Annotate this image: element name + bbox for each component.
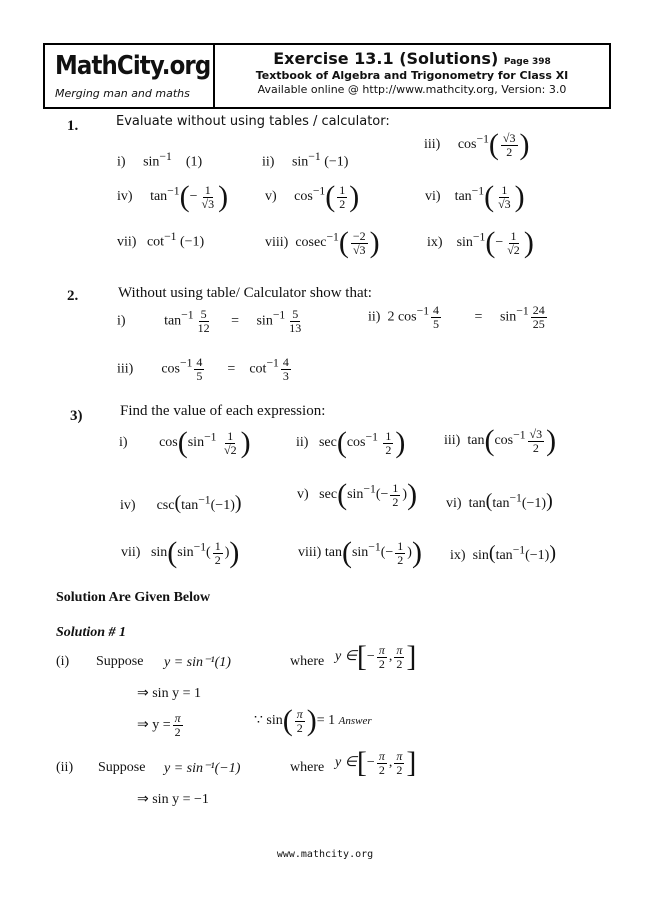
part-ii-label: (ii) bbox=[56, 760, 74, 775]
part-ii-domain: y ∈[− $\frac{\pi}{2}$ , $\frac{\pi}{2}$ ] bbox=[335, 746, 417, 779]
q3-item-v: v) $\sec(\sin^{-1}(-$ $\frac{1}{2}$ )) bbox=[297, 478, 418, 511]
q3-item-ix: ix) $\sin(\tan^{-1}(-1))$ bbox=[450, 542, 556, 564]
page-reference: Page 398 bbox=[503, 57, 551, 67]
q2-item-i: i) $\tan^{-1}$ $\frac{5}{12}$ = $\sin^{-1}$ $\frac{5}{13}$ bbox=[117, 307, 302, 335]
q1-item-iv: iv) $\tan^{-1}(-$ $\frac{1}{√3}$ ) bbox=[117, 180, 229, 213]
q1-item-i: i) $\sin^{-1}$ (1) bbox=[117, 150, 203, 170]
question-1-text: Evaluate without using tables / calculator: bbox=[116, 114, 390, 129]
q1-item-vii: vii) $\cot^{-1} (-1)$ bbox=[117, 230, 205, 250]
part-ii-equation: y = sin⁻¹(−1) bbox=[164, 761, 241, 776]
page-title: Exercise 13.1 (Solutions) Page 398 bbox=[273, 49, 551, 68]
part-ii-suppose: Suppose bbox=[98, 760, 146, 775]
logo-block bbox=[45, 45, 215, 107]
q1-item-iii: iii) $\cos^{-1}$( $\frac{√3}{2}$ ) bbox=[424, 128, 530, 161]
site-logo[interactable]: MathCity.org bbox=[55, 51, 211, 81]
question-3-text: Find the value of each expression: bbox=[120, 403, 326, 419]
part-i-step-2: ⇒ y = $\frac{\pi}{2}$ bbox=[137, 711, 181, 739]
availability-text: Available online @ http://www.mathcity.org, Version: 3.0 bbox=[257, 83, 567, 96]
q3-item-iv: iv) $\csc(\tan^{-1}(-1))$ bbox=[120, 492, 242, 514]
question-1-number: 1. bbox=[67, 118, 79, 134]
q1-item-viii: viii) cosec$^{-1}$( $\frac{-2}{√3}$ ) bbox=[265, 226, 380, 259]
question-3-number: 3) bbox=[70, 408, 83, 424]
part-i-where: where bbox=[290, 654, 325, 669]
question-2-text: Without using table/ Calculator show that: bbox=[118, 285, 372, 301]
q1-item-vi: vi) $\tan^{-1}$( $\frac{1}{√3}$ ) bbox=[425, 180, 525, 213]
subtitle: Textbook of Algebra and Trigonometry for Class XI bbox=[255, 69, 569, 82]
header-box bbox=[43, 43, 611, 109]
part-ii-where: where bbox=[290, 760, 325, 775]
part-i-suppose: Suppose bbox=[96, 654, 144, 669]
answer-label: Answer bbox=[338, 715, 372, 728]
part-i-domain: y ∈[− $\frac{\pi}{2}$ , $\frac{\pi}{2}$ ] bbox=[335, 640, 417, 673]
q2-item-iii: iii) $\cos^{-1}$ $\frac{4}{5}$ = $\cot^{-1}$ $\frac{4}{3}$ bbox=[117, 355, 289, 383]
q2-item-ii: ii) 2 $\cos^{-1}$ $\frac{4}{5}$ = $\sin^{-1}$ $\frac{24}{25}$ bbox=[368, 303, 545, 331]
q3-item-vii: vii) $\sin(\sin^{-1}$( $\frac{1}{2}$ )) bbox=[121, 536, 240, 569]
q3-item-vi: vi) $\tan(\tan^{-1}(-1))$ bbox=[446, 490, 553, 512]
q3-item-iii: iii) $\tan(\cos^{-1}$ $\frac{√3}{2}$ ) bbox=[444, 424, 557, 457]
part-i-label: (i) bbox=[56, 654, 70, 669]
question-2-number: 2. bbox=[67, 288, 79, 304]
title-block bbox=[215, 45, 609, 107]
tagline: Merging man and maths bbox=[55, 87, 190, 100]
q1-item-ix: ix) $\sin^{-1}(-$ $\frac{1}{√2}$ ) bbox=[427, 226, 534, 259]
part-i-step-1: ⇒ sin y = 1 bbox=[137, 686, 201, 701]
q1-item-v: v) $\cos^{-1}$( $\frac{1}{2}$ ) bbox=[265, 180, 360, 213]
q1-item-ii: ii) $\sin^{-1} (-1)$ bbox=[262, 150, 349, 170]
q3-item-viii: viii) $\tan(\sin^{-1}(-$ $\frac{1}{2}$ )) bbox=[298, 536, 422, 569]
part-i-justification: ∵ sin( $\frac{\pi}{2}$ )= 1 Answer bbox=[254, 704, 372, 737]
footer-url[interactable]: www.mathcity.org bbox=[276, 849, 374, 860]
part-i-equation: y = sin⁻¹(1) bbox=[164, 655, 231, 670]
solution-1-heading: Solution # 1 bbox=[56, 625, 127, 640]
q3-item-i: i) $\cos(\sin^{-1}$ $\frac{1}{√2}$ ) bbox=[119, 426, 251, 459]
solutions-heading: Solution Are Given Below bbox=[56, 590, 211, 605]
part-ii-step-1: ⇒ sin y = −1 bbox=[137, 792, 209, 807]
q3-item-ii: ii) $\sec(\cos^{-1}$ $\frac{1}{2}$ ) bbox=[296, 426, 406, 459]
